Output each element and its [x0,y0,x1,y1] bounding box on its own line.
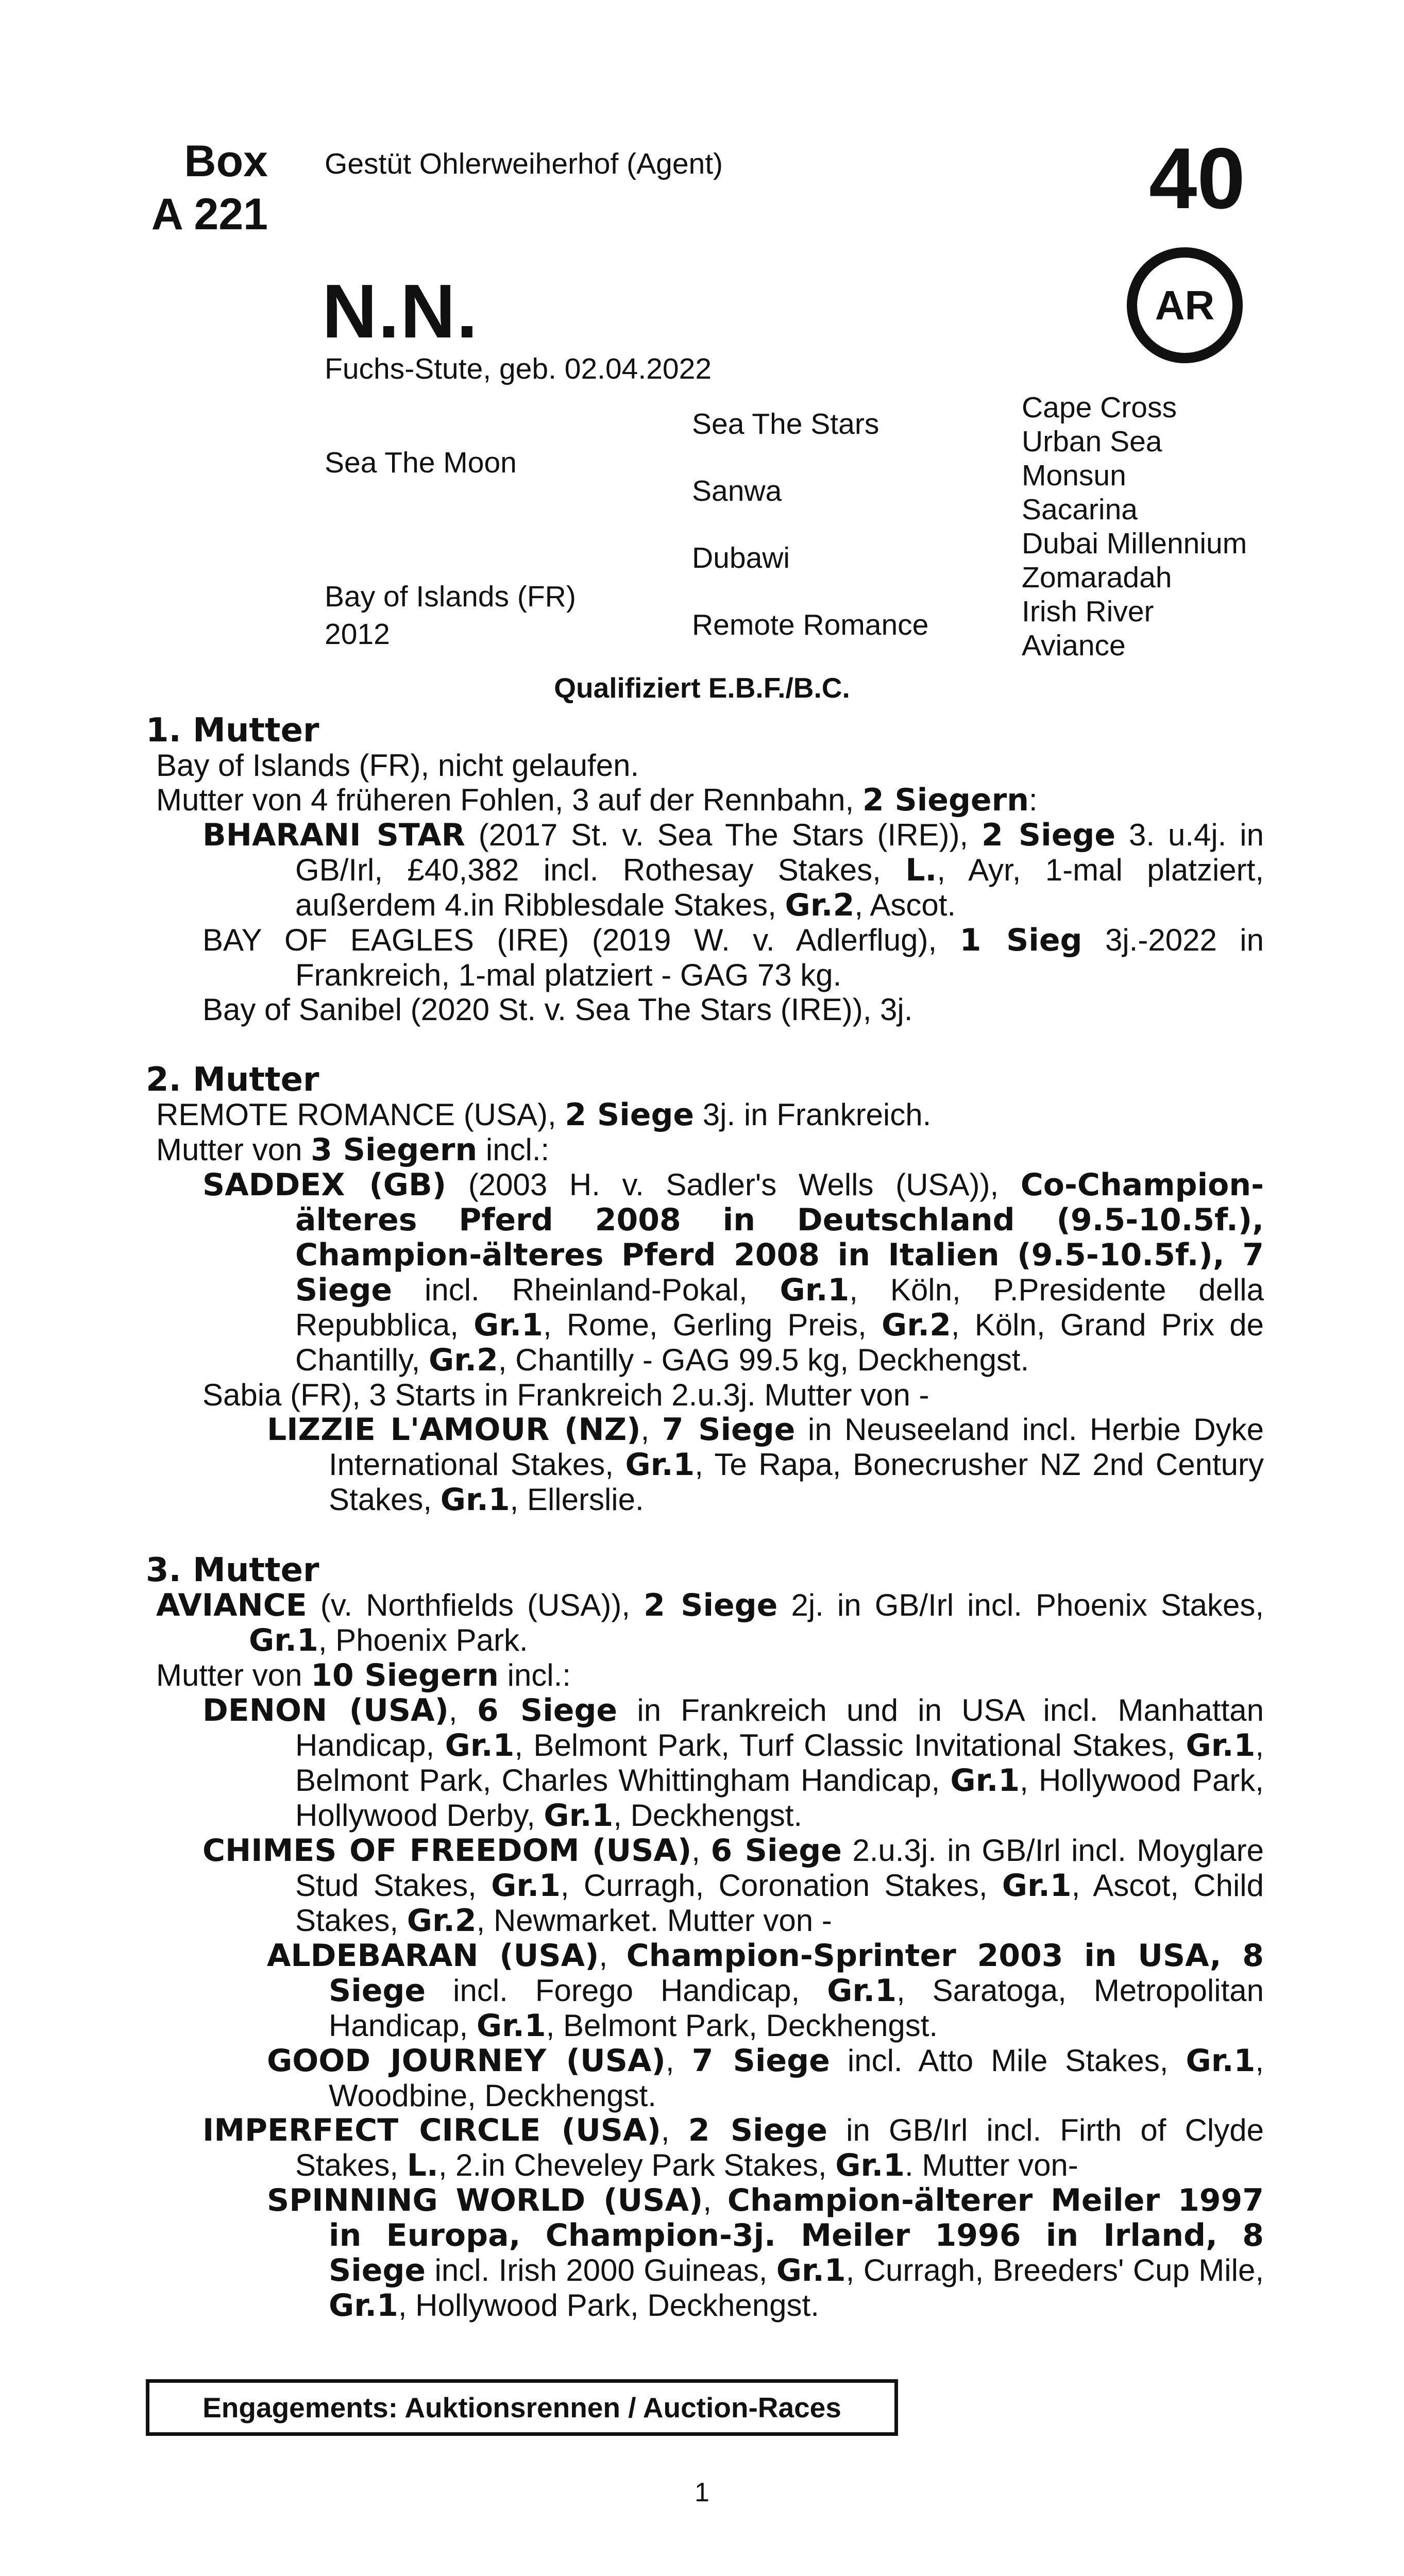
pedigree-dam-year: 2012 [325,618,390,651]
produce-entry: SADDEX (GB) (2003 H. v. Sadler's Wells (USA)), Co-Champion-älteres Pferd 2008 in Deutschland (9.5-10.5f.), Champion-älteres Pferd 2008 in Italien (9.5-10.5f.), 7 Siege incl. Rheinland-Pokal, Gr.1, Köln, P.Presidente della Repubblica, Gr.1, Rome, Gerling Preis, Gr.2, Köln, Grand Prix de Chantilly, Gr.2, Chantilly - GAG 99.5 kg, Deckhengst. [202,1167,1264,1378]
dam-line: AVIANCE (v. Northfields (USA)), 2 Siege 2j. in GB/Irl incl. Phoenix Stakes, Gr.1, Phoenix Park. [156,1587,1264,1658]
grandproduce-entry: ALDEBARAN (USA), Champion-Sprinter 2003 in USA, 8 Siege incl. Forego Handicap, Gr.1, Saratoga, Metropolitan Handicap, Gr.1, Belmont Park, Deckhengst. [267,1938,1264,2044]
agent-name: Gestüt Ohlerweiherhof (Agent) [325,147,723,180]
pedigree-gen3-item: Dubai Millennium [1022,527,1247,560]
horse-description: Fuchs-Stute, geb. 02.04.2022 [325,352,712,385]
pedigree-gen3-item: Sacarina [1022,493,1138,526]
pedigree-sire: Sea The Moon [325,446,517,479]
pedigree-gen2-item: Remote Romance [692,608,929,641]
pedigree-gen2-item: Sanwa [692,474,782,507]
page-number: 1 [695,2478,709,2507]
produce-entry: Sabia (FR), 3 Starts in Frankreich 2.u.3j. Mutter von - [202,1378,929,1412]
ar-badge [1127,247,1243,363]
pedigree-gen2-item: Dubawi [692,541,790,574]
pedigree-dam: Bay of Islands (FR) [325,580,576,613]
dam-produce-line: Mutter von 4 früheren Fohlen, 3 auf der Rennbahn, 2 Siegern: [156,782,1038,818]
produce-entry: IMPERFECT CIRCLE (USA), 2 Siege in GB/Irl incl. Firth of Clyde Stakes, L., 2.in Cheveley Park Stakes, Gr.1. Mutter von- [202,2112,1264,2183]
pedigree-gen3-item: Urban Sea [1022,425,1162,458]
produce-entry: BHARANI STAR (2017 St. v. Sea The Stars (IRE)), 2 Siege 3. u.4j. in GB/Irl, £40,382 incl. Rothesay Stakes, L., Ayr, 1-mal platziert, außerdem 4.in Ribblesdale Stakes, Gr.2, Ascot. [202,817,1264,923]
pedigree-gen2-item: Sea The Stars [692,408,879,440]
dam-line: Bay of Islands (FR), nicht gelaufen. [156,748,639,783]
ar-badge-text: AR [1155,282,1215,328]
dam-line: REMOTE ROMANCE (USA), 2 Siege 3j. in Frankreich. [156,1097,932,1133]
pedigree-gen3-item: Cape Cross [1022,391,1177,424]
grandproduce-entry: LIZZIE L'AMOUR (NZ), 7 Siege in Neuseeland incl. Herbie Dyke International Stakes, Gr.1, Te Rapa, Bonecrusher NZ 2nd Century Stakes, Gr.1, Ellerslie. [267,1412,1264,1518]
section-title: 3. Mutter [146,1551,319,1589]
engagements-box [146,2379,898,2436]
horse-name: N.N. [322,269,479,354]
dam-produce-line: Mutter von 10 Siegern incl.: [156,1657,571,1693]
qualification: Qualifiziert E.B.F./B.C. [554,672,850,704]
box-line2: A 221 [151,190,268,240]
section-title: 2. Mutter [146,1061,319,1099]
produce-entry: Bay of Sanibel (2020 St. v. Sea The Stars (IRE)), 3j. [202,992,913,1027]
box-label [149,135,268,241]
produce-entry: DENON (USA), 6 Siege in Frankreich und in USA incl. Manhattan Handicap, Gr.1, Belmont Park, Turf Classic Invitational Stakes, Gr.1, Belmont Park, Charles Whittingham Handicap, Gr.1, Hollywood Park, Hollywood Derby, Gr.1, Deckhengst. [202,1692,1264,1834]
produce-entry: BAY OF EAGLES (IRE) (2019 W. v. Adlerflug), 1 Sieg 3j.-2022 in Frankreich, 1-mal platziert - GAG 73 kg. [202,922,1264,992]
grandproduce-entry: SPINNING WORLD (USA), Champion-älterer Meiler 1997 in Europa, Champion-3j. Meiler 1996 in Irland, 8 Siege incl. Irish 2000 Guineas, Gr.1, Curragh, Breeders' Cup Mile, Gr.1, Hollywood Park, Deckhengst. [267,2182,1264,2324]
pedigree-gen3-item: Monsun [1022,459,1126,492]
box-line1: Box [184,137,268,186]
grandproduce-entry: GOOD JOURNEY (USA), 7 Siege incl. Atto Mile Stakes, Gr.1, Woodbine, Deckhengst. [267,2043,1264,2113]
pedigree-gen3-item: Zomaradah [1022,561,1172,594]
lot-number: 40 [1149,130,1245,227]
pedigree-gen3-item: Aviance [1022,629,1126,662]
produce-entry: CHIMES OF FREEDOM (USA), 6 Siege 2.u.3j. in GB/Irl incl. Moyglare Stud Stakes, Gr.1, Curragh, Coronation Stakes, Gr.1, Ascot, Child Stakes, Gr.2, Newmarket. Mutter von - [202,1833,1264,1939]
section-title: 1. Mutter [146,711,319,750]
pedigree-gen3 [1022,391,1247,663]
engagements-text: Engagements: Auktionsrennen / Auction-Races [202,2392,841,2424]
pedigree-gen3-item: Irish River [1022,595,1154,628]
family-content [146,711,1264,2324]
dam-produce-line: Mutter von 3 Siegern incl.: [156,1132,550,1168]
